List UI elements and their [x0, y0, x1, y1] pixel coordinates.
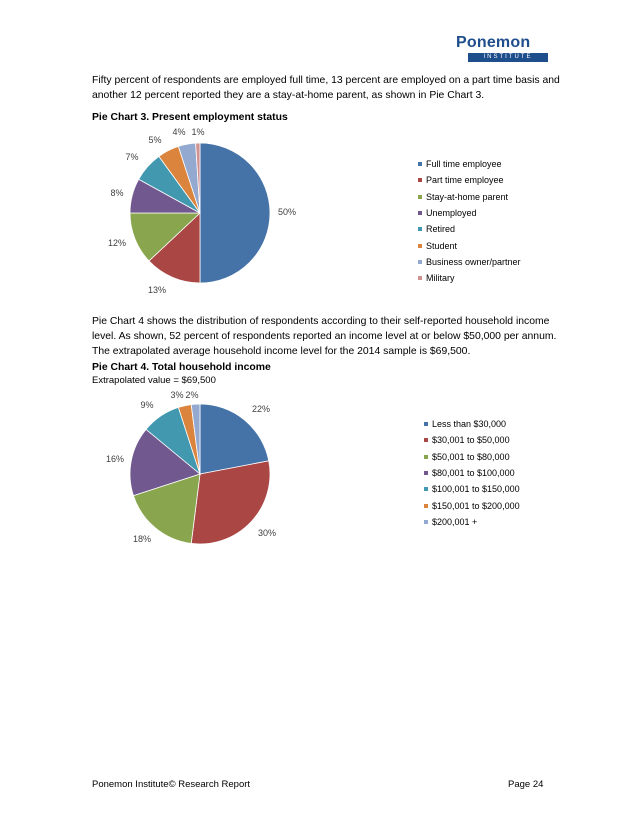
slice-label: 30% — [257, 528, 277, 538]
chart4-subtitle: Extrapolated value = $69,500 — [92, 375, 216, 386]
legend-swatch — [424, 422, 428, 426]
legend-swatch — [424, 504, 428, 508]
legend-item — [424, 514, 520, 530]
slice-label: 3% — [170, 390, 184, 400]
slice-label: 18% — [132, 534, 152, 544]
legend-label: $200,001 + — [432, 516, 478, 527]
legend-label: Retired — [426, 224, 456, 235]
legend-swatch — [424, 455, 428, 459]
legend-item — [424, 481, 520, 497]
legend-item — [424, 465, 520, 481]
logo-name: Ponemon — [456, 34, 531, 51]
chart4-legend — [424, 416, 520, 530]
legend-item — [424, 497, 520, 513]
slice-label: 8% — [110, 188, 124, 198]
legend-label: $80,001 to $100,000 — [432, 468, 515, 479]
slice-label: 7% — [125, 152, 139, 162]
paragraph-income: Pie Chart 4 shows the distribution of respondents according to their self-reported household income level. As shown, 52 percent of respondents reported an income level at or below $50,000 per annum. The extrapolated average household income level for the 2014 sample is $69,500. — [92, 316, 557, 357]
legend-label: $30,001 to $50,000 — [432, 435, 510, 446]
legend-label: Military — [426, 273, 455, 284]
legend-swatch — [424, 520, 428, 524]
slice-label: 9% — [140, 400, 154, 410]
legend-label: $150,001 to $200,000 — [432, 500, 520, 511]
slice-label: 22% — [251, 404, 271, 414]
paragraph-employment: Fifty percent of respondents are employed full time, 13 percent are employed on a part time basis and another 12 percent reported they are a stay-at-home parent, as shown in Pie Chart 3. — [92, 75, 560, 101]
slice-label: 1% — [191, 127, 205, 137]
legend-item — [424, 416, 520, 432]
legend-label: Stay-at-home parent — [426, 191, 509, 202]
slice-label: 12% — [107, 238, 127, 248]
logo-subtext: INSTITUTE — [468, 53, 548, 62]
chart4-title: Pie Chart 4. Total household income — [92, 362, 271, 373]
legend-label: Less than $30,000 — [432, 419, 507, 430]
legend-item — [424, 432, 520, 448]
legend-label: $50,001 to $80,000 — [432, 451, 510, 462]
chart3-title: Pie Chart 3. Present employment status — [92, 112, 288, 123]
slice-label: 5% — [148, 135, 162, 145]
slice-label: 2% — [185, 390, 199, 400]
legend-label: Full time employee — [426, 159, 502, 170]
legend-label: $100,001 to $150,000 — [432, 484, 520, 495]
slice-label: 4% — [172, 127, 186, 137]
slice-label: 50% — [277, 207, 297, 217]
legend-label: Student — [426, 240, 458, 251]
footer-page-number: Page 24 — [508, 779, 544, 790]
legend-item — [424, 449, 520, 465]
legend-swatch — [424, 471, 428, 475]
legend-label: Unemployed — [426, 208, 477, 219]
legend-label: Business owner/partner — [426, 256, 521, 267]
legend-label: Part time employee — [426, 175, 504, 186]
slice-label: 13% — [147, 285, 167, 295]
footer-report-name: Ponemon Institute© Research Report — [92, 779, 251, 790]
legend-swatch — [424, 438, 428, 442]
legend-swatch — [424, 487, 428, 491]
slice-label: 16% — [105, 454, 125, 464]
